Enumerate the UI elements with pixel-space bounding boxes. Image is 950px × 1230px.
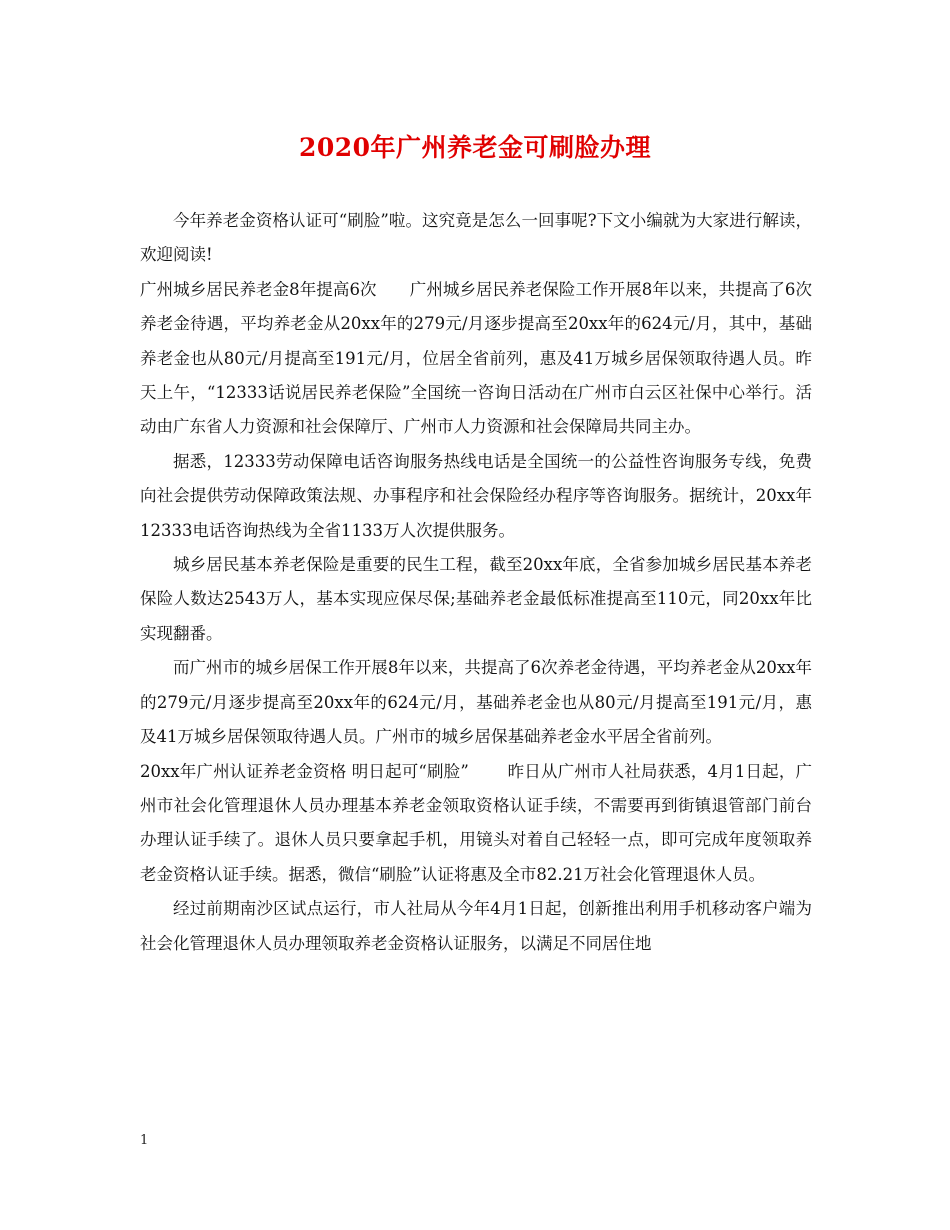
paragraph-province-insurance: 城乡居民基本养老保险是重要的民生工程，截至20xx年底，全省参加城乡居民基本养老保险人数达2543万人，基本实现应保尽保;基础养老金最低标准提高至110元，同20xx年比实现翻番。 bbox=[140, 555, 812, 643]
paragraph-section-2: 20xx年广州认证养老金资格 明日起可“刷脸” 昨日从广州市人社局获悉，4月1日起，广州市社会化管理退休人员办理基本养老金领取资格认证手续，不需要再到街镇退管部门前台办理认证手续了。退休人员只要拿起手机，用镜头对着自己轻轻一点，即可完成年度领取养老金资格认证手续。据悉，微信“刷脸”认证将惠及全市82.21万社会化管理退休人员。 bbox=[140, 761, 812, 884]
document-title: 2020年广州养老金可刷脸办理 bbox=[298, 133, 652, 162]
page-number: 1 bbox=[140, 1133, 149, 1148]
document-body bbox=[140, 204, 812, 961]
paragraph-intro: 今年养老金资格认证可“刷脸”啦。这究竟是怎么一回事呢?下文小编就为大家进行解读，欢迎阅读! bbox=[140, 211, 812, 265]
paragraph-guangzhou-insurance: 而广州市的城乡居保工作开展8年以来，共提高了6次养老金待遇，平均养老金从20xx年的279元/月逐步提高至20xx年的624元/月，基础养老金也从80元/月提高至191元/月，惠及41万城乡居保领取待遇人员。广州市的城乡居保基础养老金水平居全省前列。 bbox=[140, 658, 812, 747]
paragraph-section-1: 广州城乡居民养老金8年提高6次 广州城乡居民养老保险工作开展8年以来，共提高了6次养老金待遇，平均养老金从20xx年的279元/月逐步提高至20xx年的624元/月，其中，基础养老金也从80元/月提高至191元/月，位居全省前列，惠及41万城乡居保领取待遇人员。昨天上午，“12333话说居民养老保险”全国统一咨询日活动在广州市白云区社保中心举行。活动由广东省人力资源和社会保障厅、广州市人力资源和社会保障局共同主办。 bbox=[140, 279, 812, 437]
paragraph-hotline: 据悉，12333劳动保障电话咨询服务热线电话是全国统一的公益性咨询服务专线，免费向社会提供劳动保障政策法规、办事程序和社会保险经办程序等咨询服务。据统计，20xx年12333电话咨询热线为全省1133万人次提供服务。 bbox=[140, 451, 812, 540]
paragraph-pilot: 经过前期南沙区试点运行，市人社局从今年4月1日起，创新推出利用手机移动客户端为社会化管理退休人员办理领取养老金资格认证服务，以满足不同居住地 bbox=[140, 899, 812, 953]
